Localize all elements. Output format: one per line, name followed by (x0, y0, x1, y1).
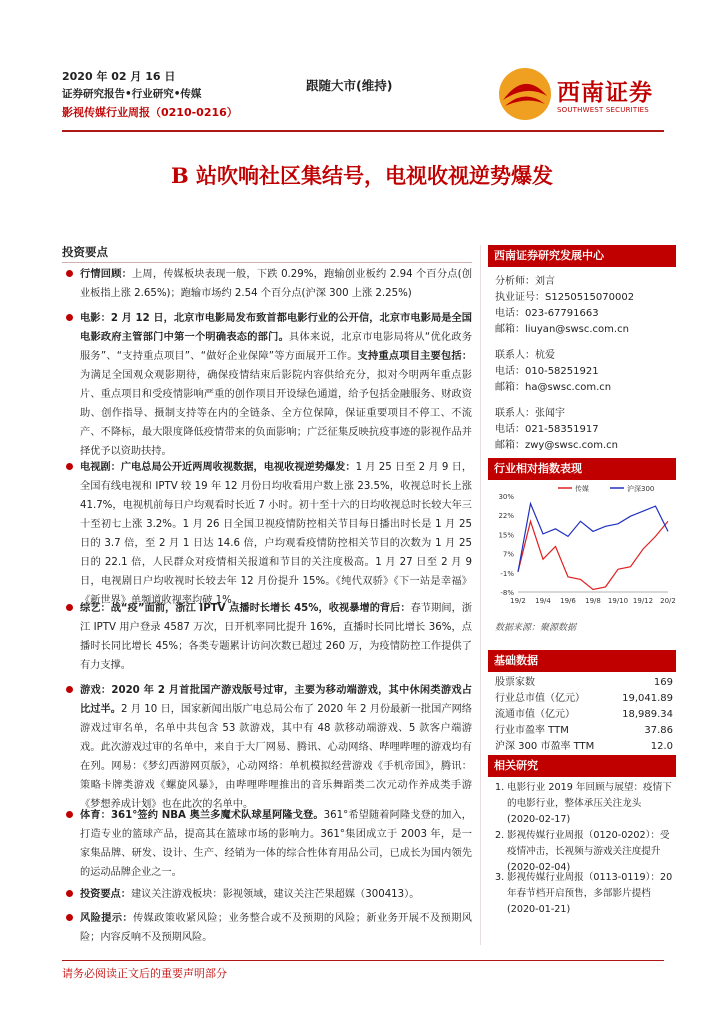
contact-line: 电话：021-58351917 (495, 424, 599, 435)
related-title: 电影行业 2019 年回顾与展望：疫情下的电影行业，整体承压关注龙头 (2020-02-17) (507, 782, 672, 825)
stat-value: 12.0 (650, 741, 673, 752)
column-divider (480, 245, 481, 945)
legend-label: 传媒 (575, 485, 589, 493)
paragraph-text: 361°希望随着阿隆戈登的加入，打造专业的篮球产品，提高其在篮球市场的影响力。361°集团成立于 2003 年，是一家集品牌、研发、设计、生产、经销为一体的综合性体育用品公司，已成长为国内领先的运动品牌企业之一。 (80, 810, 472, 878)
stats-box-heading: 基础数据 (488, 650, 676, 672)
related-index: 2. (495, 830, 505, 841)
bullet-icon (66, 463, 73, 470)
logo-text-en: SOUTHWEST SECURITIES (557, 106, 649, 114)
analyst-line: 执业证号：S1250515070002 (495, 292, 635, 303)
stat-label: 行业总市值（亿元） (495, 693, 585, 704)
company-logo (497, 64, 677, 124)
related-index: 3. (495, 872, 505, 883)
paragraph-text: 上周，传媒板块表现一般，下跌 0.29%，跑输创业板约 2.94 个百分点(创业板指上涨 2.65%)；跑输市场约 2.54 个百分点(沪深 300 上涨 2.25%) (80, 269, 473, 299)
y-tick-label: 15% (498, 531, 514, 540)
stat-label: 流通市值（亿元） (495, 709, 575, 720)
paragraph-text-2: 为满足全国观众观影期待，确保疫情结束后影院内容供给充分，拟对今明两年重点影片、重点项目和受疫情影响严重的创作项目开设绿色通道，给予包括金融服务、财政资助、创作指导、摄制支持等在内的全链条、全方位保障，保证重要项目不停工、不流产、不降标，最大限度降低疫情带来的负面影响；广泛征集反映抗疫事迹的影视作品并择优予以资助扶持。 (80, 370, 472, 457)
paragraph-variety (66, 599, 472, 675)
report-type: 证券研究报告•行业研究•传媒 (62, 88, 202, 100)
contact-line: 联系人：张闻宇 (495, 408, 565, 419)
related-box-heading: 相关研究 (488, 755, 676, 777)
contact-line: 联系人：杭爱 (495, 350, 555, 361)
chart-box-heading: 行业相对指数表现 (488, 458, 676, 480)
header-divider (62, 130, 664, 132)
analyst-line: 电话：023-67791663 (495, 308, 599, 319)
rating: 跟随大市(维持) (306, 78, 393, 93)
x-tick-label: 19/8 (585, 597, 601, 605)
paragraph-tv (66, 458, 472, 610)
summary-divider (62, 262, 472, 263)
stat-label: 股票家数 (495, 677, 535, 688)
bullet-icon (66, 604, 73, 611)
logo-mark-icon (497, 66, 553, 122)
x-tick-label: 19/4 (535, 597, 551, 605)
summary-heading: 投资要点 (62, 245, 108, 259)
stat-row (495, 739, 673, 755)
stat-row (495, 675, 673, 691)
stat-value: 169 (653, 677, 673, 688)
related-item[interactable] (495, 780, 675, 828)
paragraph-heading: 游戏：2020 年 2 月首批国产游戏版号过审，主要为移动端游戏，其中休闲类游戏占比过半。 (80, 685, 472, 715)
series-line (518, 504, 668, 572)
paragraph-investment (66, 885, 472, 904)
page-title: B 站吹响社区集结号，电视收视逆势爆发 (170, 163, 554, 188)
contact-line: 电话：010-58251921 (495, 366, 599, 377)
paragraph-text: 具体来说，北京市电影局将从“优化政务服务”、“支持重点项目”、“做好企业保障”等方面展开工作。 (80, 332, 473, 362)
stat-value: 19,041.89 (622, 693, 673, 704)
paragraph-heading: 综艺：战“疫”面前，浙江 IPTV 点播时长增长 45%，收视暴增的背后： (80, 603, 411, 614)
contact-email[interactable]: 邮箱：ha@swsc.com.cn (495, 382, 612, 393)
chart-source: 数据来源：聚源数据 (495, 623, 577, 633)
x-tick-label: 20/2 (660, 597, 676, 605)
weekly-title: 影视传媒行业周报（0210-0216） (62, 106, 238, 119)
bullet-icon (66, 314, 73, 321)
bullet-icon (66, 811, 73, 818)
legend-label: 沪深300 (627, 485, 655, 493)
paragraph-text: 传媒政策收紧风险；业务整合或不及预期的风险；新业务开展不及预期风险；内容反响不及预期风险。 (80, 913, 472, 943)
logo-text-cn: 西南证券 (557, 79, 653, 106)
stat-row (495, 691, 673, 707)
relative-index-chart (488, 482, 676, 612)
y-tick-label: 7% (502, 550, 514, 559)
analyst-box-heading: 西南证券研究发展中心 (488, 245, 676, 267)
stat-label: 沪深 300 市盈率 TTM (495, 741, 595, 752)
paragraph-market (66, 265, 472, 303)
paragraph-games (66, 681, 472, 814)
paragraph-heading: 电影：2 月 12 日，北京市电影局发布致首都电影行业的公开信，北京市电影局是全国电影政府主管部门中第一个明确表态的部门。 (80, 313, 472, 343)
paragraph-sports (66, 806, 472, 882)
analyst-email[interactable]: 邮箱：liuyan@swsc.com.cn (495, 324, 629, 335)
y-tick-label: -8% (500, 589, 514, 597)
paragraph-text: 建议关注游戏板块：影视领域，建议关注芒果超媒（300413）。 (130, 889, 420, 900)
paragraph-risk (66, 909, 472, 947)
x-tick-label: 19/6 (560, 597, 576, 605)
paragraph-heading: 投资要点： (80, 889, 131, 900)
paragraph-subheading: 支持重点项目主要包括： (357, 351, 473, 362)
paragraph-text: 1 月 25 日至 2 月 9 日，全国有线电视和 IPTV 较 19 年 12 月份日均收看用户数上涨 23.5%，收视总时长上涨 41.7%，电视机前每日户均观看时长近 7 小时。初十至十六的日均收视总时长较大年三十至初七上涨 3.2%。1 月 26 日全国卫视疫情防控相关节目每日播出时长是 1 月 25 日的 3.7 倍，至 2 月 1 日达 14.6 倍，户均观看疫情防控相关节目的次数为 1 月 25 日的 22.1 倍，人民群众对疫情相关报道和节目的关注度极高。1 月 27 日至 2 月 9 日，电视剧日户均收视时长较去年 12 月份提升 15%。《纯代双骄》《下一站是幸福》《新世界》单频道收视率均破 1%。 (80, 462, 473, 606)
y-tick-label: 30% (498, 493, 514, 501)
stat-row (495, 723, 673, 739)
related-title: 影视传媒行业周报（0120-0202）：受疫情冲击，长视频与游戏关注度提升 (2020-02-04) (507, 830, 670, 873)
stat-label: 行业市盈率 TTM (495, 725, 569, 736)
contact-email[interactable]: 邮箱：zwy@swsc.com.cn (495, 440, 618, 451)
paragraph-text: 春节期间，浙江 IPTV 用户登录 4587 万次，日开机率同比提升 16%，直播时长同比增长 36%，点播时长同比增长 45%；各类专题累计访问次数已超过 260 万，为疫情防控工作提供了有力支撑。 (80, 603, 472, 671)
related-index: 1. (495, 782, 505, 793)
footer-divider (62, 960, 664, 961)
paragraph-text: 2 月 10 日，国家新闻出版广电总局公布了 2020 年 2 月份最新一批国产网络游戏过审名单，名单中共包含 53 款游戏，其中有 48 款移动端游戏、5 款客户端游戏。此次游戏过审的名单中，来自于大厂网易、腾讯、心动网络、哔哩哔哩的游戏均有在列。网易：《梦幻西游网页版》，心动网络：单机模拟经营游戏《手机帝国》，腾讯：策略卡牌类游戏《螺旋风暴》，由哔哩哔哩推出的音乐舞蹈类二次元动作养成类手游《梦想养成计划》也在此次的名单中。 (80, 704, 472, 810)
bullet-icon (66, 914, 73, 921)
stat-value: 37.86 (644, 725, 673, 736)
related-item[interactable] (495, 870, 675, 918)
y-tick-label: -1% (500, 569, 514, 578)
stat-value: 18,989.34 (622, 709, 673, 720)
x-tick-label: 19/2 (510, 597, 526, 605)
paragraph-heading: 风险提示： (80, 913, 134, 924)
stat-row (495, 707, 673, 723)
bullet-icon (66, 270, 73, 277)
report-date: 2020 年 02 月 16 日 (62, 70, 176, 83)
paragraph-heading: 电视剧：广电总局公开近两周收视数据，电视收视逆势爆发： (80, 462, 356, 473)
bullet-icon (66, 686, 73, 693)
x-tick-label: 19/12 (632, 597, 654, 605)
bullet-icon (66, 890, 73, 897)
x-tick-label: 19/10 (607, 597, 629, 605)
paragraph-film (66, 309, 472, 461)
related-title: 影视传媒行业周报（0113-0119）：20 年春节档开启预售，多部影片提档 (2020-01-21) (507, 872, 673, 915)
footer-disclaimer[interactable]: 请务必阅读正文后的重要声明部分 (62, 967, 227, 980)
paragraph-heading: 行情回顾： (80, 269, 133, 280)
related-item[interactable] (495, 828, 675, 876)
analyst-list (495, 274, 634, 454)
analyst-line: 分析师：刘言 (495, 276, 555, 287)
y-tick-label: 22% (498, 512, 514, 521)
paragraph-heading: 体育：361°签约 NBA 奥兰多魔术队球星阿隆戈登。 (80, 810, 324, 821)
